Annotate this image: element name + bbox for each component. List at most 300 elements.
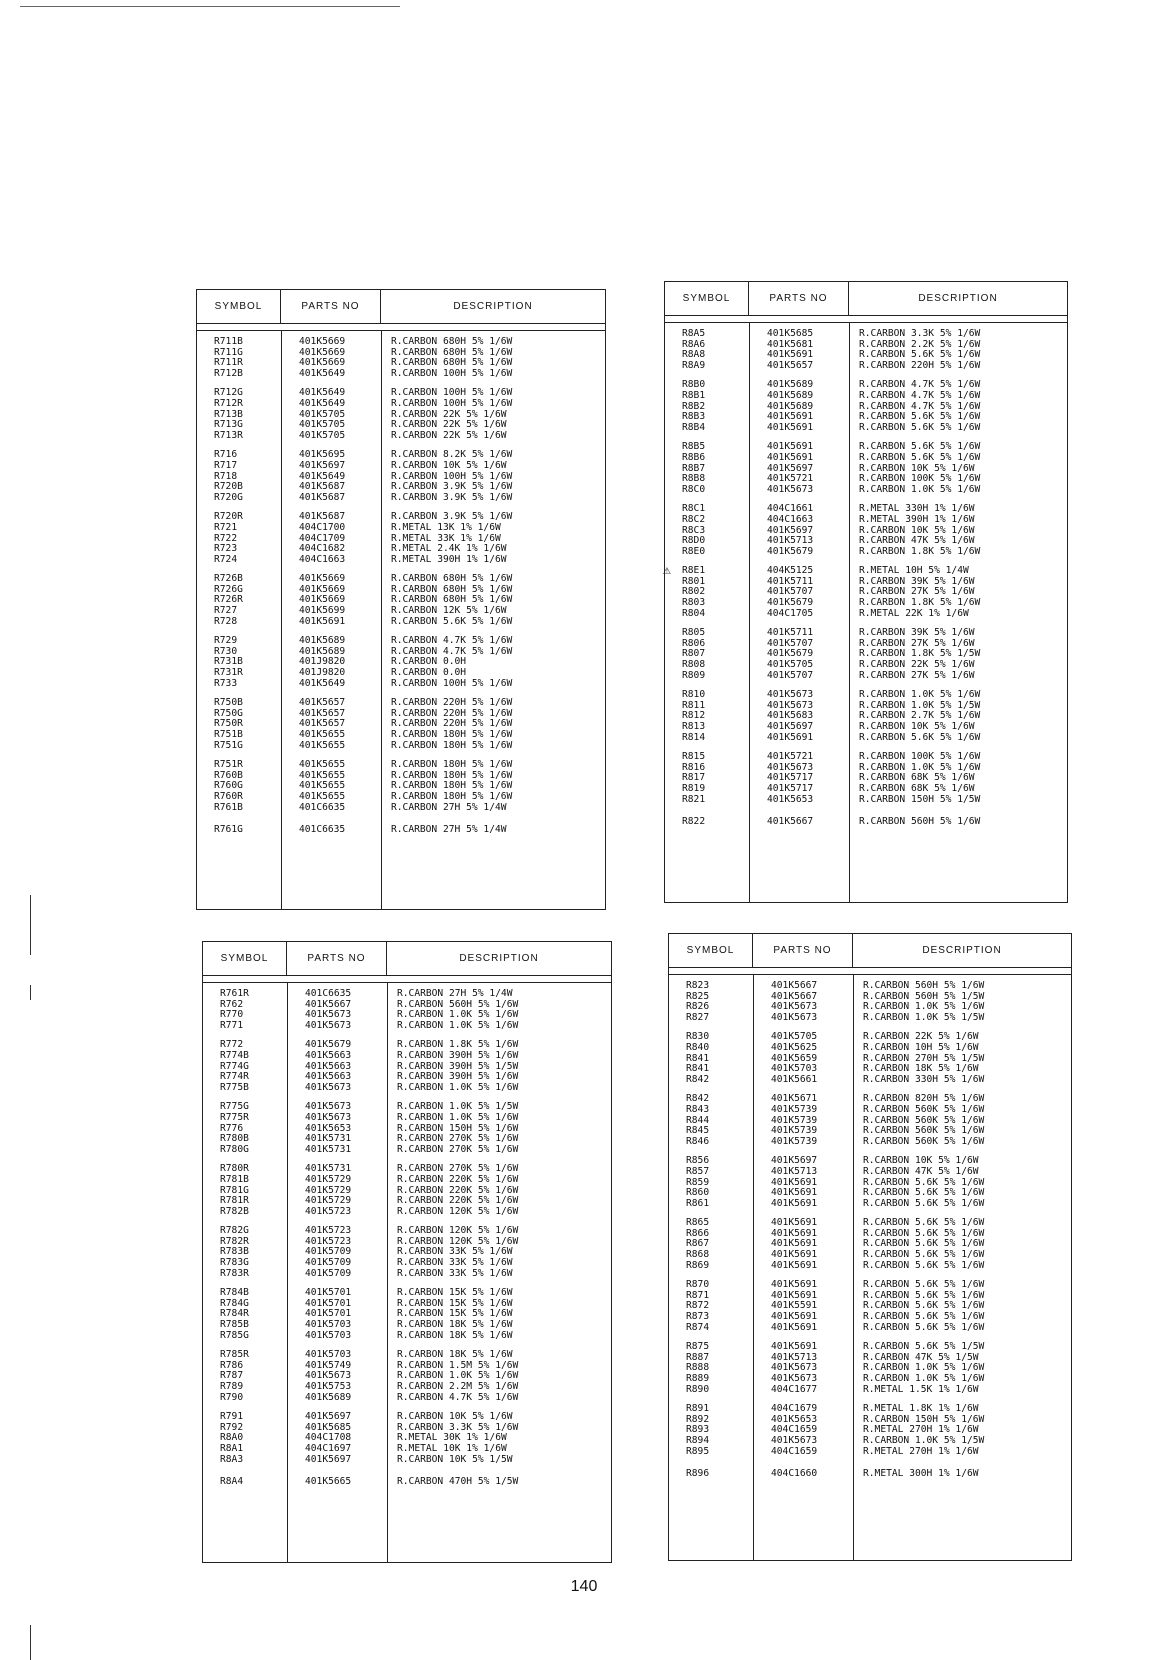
table-header	[665, 282, 1067, 316]
table-row	[665, 784, 1067, 795]
symbol-cell: R892	[686, 1413, 710, 1425]
parts-no-cell: 401K5657	[299, 707, 346, 719]
table-row	[665, 671, 1067, 682]
description-cell: R.CARBON 1.0K 5% 1/6W	[397, 1370, 519, 1382]
row-group	[669, 1218, 1071, 1271]
symbol-cell: R781G	[220, 1184, 249, 1196]
description-cell: R.METAL 33K 1% 1/6W	[391, 532, 501, 544]
table-row	[665, 361, 1067, 372]
symbol-cell: R785G	[220, 1329, 249, 1341]
description-cell: R.CARBON 1.0K 5% 1/5W	[863, 1011, 985, 1023]
description-cell: R.CARBON 220H 5% 1/6W	[391, 718, 513, 730]
row-group	[203, 1350, 611, 1403]
parts-no-cell: 401K5659	[771, 1052, 818, 1064]
parts-no-cell: 401K5663	[305, 1060, 352, 1072]
description-cell: R.CARBON 1.0K 5% 1/6W	[397, 1111, 519, 1123]
description-cell: R.CARBON 27H 5% 1/4W	[391, 801, 507, 813]
parts-no-cell: 401K5669	[299, 357, 346, 369]
description-cell: R.CARBON 22K 5% 1/6W	[863, 1031, 979, 1043]
symbol-cell: R723	[214, 543, 238, 555]
description-cell: R.CARBON 18K 5% 1/6W	[397, 1319, 513, 1331]
description-cell: R.CARBON 15K 5% 1/6W	[397, 1287, 513, 1299]
symbol-cell: R720G	[214, 491, 243, 503]
symbol-cell: R889	[686, 1373, 710, 1384]
parts-no-cell: 401K5669	[299, 573, 346, 585]
description-cell: R.CARBON 27K 5% 1/6W	[859, 669, 975, 681]
parts-no-cell: 401K5655	[299, 739, 346, 751]
symbol-cell: R806	[682, 637, 706, 649]
description-cell: R.CARBON 22K 5% 1/6W	[391, 408, 507, 420]
symbol-cell: R866	[686, 1227, 710, 1239]
parts-no-cell: 401K5673	[305, 1370, 352, 1382]
table-row	[197, 369, 605, 380]
description-cell: R.CARBON 10K 5% 1/6W	[859, 524, 975, 536]
parts-no-cell: 401K5691	[771, 1187, 818, 1199]
row-group	[665, 752, 1067, 805]
parts-no-cell: 401K5685	[305, 1421, 352, 1433]
parts-no-cell: 401K5653	[771, 1413, 818, 1425]
symbol-cell: R8A8	[682, 349, 706, 361]
parts-no-cell: 401K5669	[299, 346, 346, 358]
parts-no-cell: 401K5591	[771, 1300, 818, 1312]
parts-no-cell: 401K5657	[299, 718, 346, 730]
description-cell: R.CARBON 100H 5% 1/6W	[391, 470, 513, 482]
symbol-cell: R840	[686, 1041, 710, 1053]
parts-no-cell: 401K5695	[299, 449, 346, 461]
symbol-cell: R782G	[220, 1225, 249, 1237]
symbol-cell: R810	[682, 689, 706, 701]
description-cell: R.CARBON 1.0K 5% 1/6W	[859, 483, 981, 495]
description-cell: R.CARBON 120K 5% 1/6W	[397, 1225, 519, 1237]
table-row	[669, 1199, 1071, 1210]
table-row	[669, 1469, 1071, 1480]
parts-no-cell: 401K5649	[299, 470, 346, 482]
symbol-cell: R860	[686, 1187, 710, 1199]
symbol-cell: R780B	[220, 1133, 249, 1145]
parts-no-cell: 404K5125	[767, 565, 814, 577]
symbol-cell: R819	[682, 782, 706, 794]
description-cell: R.METAL 270H 1% 1/6W	[863, 1445, 979, 1457]
description-cell: R.CARBON 4.7K 5% 1/6W	[391, 635, 513, 647]
symbol-cell: R760B	[214, 769, 243, 781]
parts-no-cell: 401K5673	[767, 761, 814, 773]
parts-no-cell: 401K5697	[767, 462, 814, 474]
table-row	[665, 485, 1067, 496]
parts-no-cell: 401K5723	[305, 1235, 352, 1247]
parts-no-cell: 401K5697	[305, 1453, 352, 1465]
description-cell: R.CARBON 120K 5% 1/6W	[397, 1235, 519, 1247]
description-cell: R.CARBON 820H 5% 1/6W	[863, 1093, 985, 1105]
symbol-cell: R830	[686, 1031, 710, 1043]
symbol-cell: R859	[686, 1176, 710, 1188]
symbol-cell: R8A9	[682, 359, 706, 371]
parts-table	[202, 941, 612, 1563]
symbol-cell: R822	[682, 816, 706, 828]
symbol-cell: R791	[220, 1411, 244, 1423]
symbol-cell: R826	[686, 1001, 710, 1013]
table-row	[203, 1269, 611, 1280]
parts-no-cell: 401K5683	[767, 710, 814, 722]
row-group	[197, 512, 605, 565]
description-cell: R.METAL 1.8K 1% 1/6W	[863, 1403, 979, 1415]
parts-no-cell: 401K5669	[299, 583, 346, 595]
parts-no-cell: 401K5663	[305, 1071, 352, 1083]
parts-no-cell: 401K5703	[305, 1319, 352, 1331]
row-group	[669, 1342, 1071, 1395]
description-cell: R.CARBON 220K 5% 1/6W	[397, 1184, 519, 1196]
description-cell: R.METAL 390H 1% 1/6W	[391, 553, 507, 565]
symbol-cell: R895	[686, 1445, 710, 1457]
description-cell: R.CARBON 3.9K 5% 1/6W	[391, 491, 513, 503]
row-group	[197, 636, 605, 689]
description-cell: R.CARBON 5.6K 5% 1/6W	[863, 1227, 985, 1239]
description-cell: R.CARBON 560H 5% 1/6W	[863, 980, 985, 991]
symbol-cell: R8B5	[682, 441, 706, 453]
symbol-cell: R751R	[214, 759, 243, 771]
parts-no-cell: 401K5749	[305, 1359, 352, 1371]
symbol-cell: R8E1 ⚠	[663, 563, 706, 579]
parts-no-cell: 404C1677	[771, 1383, 818, 1395]
table-row	[197, 803, 605, 814]
parts-no-cell: 401K5653	[305, 1122, 352, 1134]
description-cell: R.CARBON 5.6K 5% 1/6W	[859, 441, 981, 453]
safety-warning-icon: ⚠	[663, 563, 671, 579]
symbol-cell: R713R	[214, 429, 243, 441]
description-cell: R.CARBON 5.6K 5% 1/6W	[863, 1311, 985, 1323]
parts-no-cell: 401K5697	[767, 524, 814, 536]
symbol-header: SYMBOL	[669, 934, 753, 967]
symbol-cell: R775R	[220, 1111, 249, 1123]
symbol-cell: R771	[220, 1019, 244, 1031]
symbol-cell: R760G	[214, 780, 243, 792]
description-cell: R.CARBON 180H 5% 1/6W	[391, 769, 513, 781]
parts-no-cell: 401K5691	[771, 1227, 818, 1239]
description-cell: R.METAL 10K 1% 1/6W	[397, 1442, 507, 1454]
symbol-cell: R865	[686, 1217, 710, 1229]
description-cell: R.CARBON 100K 5% 1/6W	[859, 473, 981, 485]
parts-table	[668, 933, 1072, 1561]
description-cell: R.CARBON 22K 5% 1/6W	[391, 419, 507, 431]
symbol-cell: R844	[686, 1114, 710, 1126]
row-group	[665, 380, 1067, 433]
symbol-cell: R825	[686, 990, 710, 1002]
table-row	[203, 1477, 611, 1488]
symbol-cell: R784G	[220, 1297, 249, 1309]
parts-no-cell: 401K5653	[767, 793, 814, 805]
parts-no-cell: 401K5739	[771, 1125, 818, 1137]
table-row	[203, 1455, 611, 1466]
parts-no-cell: 401K5721	[767, 473, 814, 485]
symbol-cell: R750R	[214, 718, 243, 730]
symbol-cell: R867	[686, 1238, 710, 1250]
description-cell: R.CARBON 1.8K 5% 1/6W	[859, 545, 981, 557]
description-cell: R.CARBON 5.6K 5% 1/6W	[863, 1176, 985, 1188]
symbol-cell: R845	[686, 1125, 710, 1137]
description-cell: R.CARBON 180H 5% 1/6W	[391, 780, 513, 792]
row-group	[669, 1156, 1071, 1209]
parts-no-cell: 401K5731	[305, 1163, 352, 1175]
table-row	[203, 1083, 611, 1094]
description-cell: R.CARBON 1.0K 5% 1/5W	[859, 699, 981, 711]
symbol-cell: R712G	[214, 387, 243, 399]
row-group	[669, 1094, 1071, 1147]
row-group	[203, 1040, 611, 1093]
description-cell: R.CARBON 10K 5% 1/6W	[859, 462, 975, 474]
parts-no-cell: 401K5721	[767, 751, 814, 763]
description-cell: R.CARBON 270K 5% 1/6W	[397, 1163, 519, 1175]
symbol-cell: R760R	[214, 790, 243, 802]
symbol-cell: R874	[686, 1321, 710, 1333]
description-cell: R.CARBON 5.6K 5% 1/6W	[863, 1321, 985, 1333]
margin-mark	[30, 1625, 31, 1660]
symbol-cell: R875	[686, 1341, 710, 1353]
description-cell: R.CARBON 100K 5% 1/6W	[859, 751, 981, 763]
symbol-cell: R789	[220, 1381, 244, 1392]
description-cell: R.CARBON 270H 5% 1/5W	[863, 1052, 985, 1064]
symbol-cell: R783R	[220, 1267, 249, 1279]
parts-no-cell: 401K5689	[299, 645, 346, 657]
description-cell: R.CARBON 180H 5% 1/6W	[391, 759, 513, 771]
description-cell: R.CARBON 2.2M 5% 1/6W	[397, 1381, 519, 1392]
parts-no-cell: 401K5731	[305, 1133, 352, 1145]
top-scan-rule	[20, 6, 400, 7]
description-cell: R.CARBON 560H 5% 1/5W	[863, 990, 985, 1002]
symbol-cell: R805	[682, 627, 706, 639]
parts-no-cell: 401K5691	[771, 1259, 818, 1271]
table-row	[669, 1374, 1071, 1385]
parts-no-cell: 401K5673	[771, 1011, 818, 1023]
description-cell: R.CARBON 47K 5% 1/6W	[859, 535, 975, 547]
table-row	[197, 523, 605, 534]
parts-no-cell: 401K5709	[305, 1257, 352, 1269]
description-cell: R.CARBON 220K 5% 1/6W	[397, 1195, 519, 1207]
symbol-cell: R726B	[214, 573, 243, 585]
table-row	[669, 981, 1071, 992]
table-row	[203, 1051, 611, 1062]
description-cell: R.CARBON 100H 5% 1/6W	[391, 397, 513, 409]
table-row	[197, 741, 605, 752]
parts-no-cell: 401K5625	[771, 1041, 818, 1053]
description-cell: R.CARBON 220K 5% 1/6W	[397, 1173, 519, 1185]
description-cell: R.CARBON 470H 5% 1/5W	[397, 1476, 519, 1488]
parts-no-cell: 401K5691	[767, 421, 814, 433]
symbol-cell: R896	[686, 1468, 710, 1480]
parts-no-cell: 401K5687	[299, 491, 346, 503]
description-cell: R.CARBON 4.7K 5% 1/6W	[391, 645, 513, 657]
parts-no-cell: 401K5691	[771, 1321, 818, 1333]
symbol-cell: R774R	[220, 1071, 249, 1083]
description-cell: R.CARBON 330H 5% 1/6W	[863, 1073, 985, 1085]
description-cell: R.CARBON 1.0K 5% 1/5W	[863, 1434, 985, 1446]
description-cell: R.CARBON 47K 5% 1/5W	[863, 1351, 979, 1363]
symbol-cell: R827	[686, 1011, 710, 1023]
description-cell: R.CARBON 5.6K 5% 1/6W	[859, 421, 981, 433]
parts-no-cell: 401K5707	[767, 637, 814, 649]
symbol-cell: R823	[686, 980, 710, 991]
symbol-cell: R720R	[214, 511, 243, 523]
description-cell: R.CARBON 680H 5% 1/6W	[391, 573, 513, 585]
parts-no-cell: 401K5691	[771, 1238, 818, 1250]
description-cell: R.CARBON 680H 5% 1/6W	[391, 346, 513, 358]
parts-no-cell: 401K5655	[299, 790, 346, 802]
table-header	[197, 290, 605, 324]
description-cell: R.CARBON 5.6K 5% 1/6W	[863, 1300, 985, 1312]
description-cell: R.CARBON 5.6K 5% 1/6W	[863, 1249, 985, 1261]
parts-no-cell: 401K5655	[299, 769, 346, 781]
parts-no-header: PARTS NO	[287, 942, 387, 975]
parts-no-cell: 401K5703	[771, 1063, 818, 1075]
table-row	[669, 1105, 1071, 1116]
description-cell: R.CARBON 5.6K 5% 1/6W	[391, 615, 513, 627]
parts-no-cell: 401K5667	[767, 816, 814, 828]
symbol-cell: R775B	[220, 1081, 249, 1093]
description-cell: R.CARBON 180H 5% 1/6W	[391, 790, 513, 802]
parts-no-cell: 401K5701	[305, 1287, 352, 1299]
symbol-cell: R761R	[220, 988, 249, 999]
description-cell: R.CARBON 1.5M 5% 1/6W	[397, 1359, 519, 1371]
symbol-cell: R841	[686, 1052, 710, 1064]
symbol-cell: R821	[682, 793, 706, 805]
parts-no-cell: 401K5689	[767, 389, 814, 401]
row-group	[669, 1404, 1071, 1457]
parts-no-cell: 401K5689	[767, 400, 814, 412]
description-cell: R.CARBON 4.7K 5% 1/6W	[859, 400, 981, 412]
description-cell: R.CARBON 560K 5% 1/6W	[863, 1114, 985, 1126]
parts-no-cell: 401K5669	[299, 594, 346, 606]
symbol-cell: R784R	[220, 1308, 249, 1320]
row-group	[203, 1288, 611, 1341]
symbol-cell: R870	[686, 1279, 710, 1291]
description-cell: R.CARBON 680H 5% 1/6W	[391, 336, 513, 347]
parts-no-cell: 401K5663	[305, 1049, 352, 1061]
row-group	[197, 574, 605, 627]
parts-no-cell: 401K5691	[767, 349, 814, 361]
parts-no-cell: 401K5673	[305, 1081, 352, 1093]
parts-no-cell: 401C6635	[299, 824, 346, 836]
symbol-cell: R804	[682, 607, 706, 619]
parts-no-cell: 401K5649	[299, 397, 346, 409]
parts-no-header: PARTS NO	[753, 934, 853, 967]
description-cell: R.CARBON 33K 5% 1/6W	[397, 1257, 513, 1269]
row-group	[665, 329, 1067, 371]
table-body	[669, 974, 1071, 1560]
parts-table	[196, 289, 606, 910]
description-cell: R.METAL 22K 1% 1/6W	[859, 607, 969, 619]
row-group	[669, 1280, 1071, 1333]
symbol-cell: R711R	[214, 357, 243, 369]
description-cell: R.CARBON 10K 5% 1/5W	[397, 1453, 513, 1465]
symbol-cell: R728	[214, 615, 238, 627]
parts-no-cell: 401K5723	[305, 1205, 352, 1217]
parts-no-cell: 401K5701	[305, 1297, 352, 1309]
parts-no-cell: 401K5673	[771, 1001, 818, 1013]
symbol-cell: R8B7	[682, 462, 706, 474]
description-cell: R.CARBON 560K 5% 1/6W	[863, 1125, 985, 1137]
description-cell: R.CARBON 3.9K 5% 1/6W	[391, 481, 513, 493]
description-cell: R.CARBON 1.0K 5% 1/6W	[863, 1373, 985, 1384]
description-cell: R.CARBON 180H 5% 1/6W	[391, 729, 513, 740]
symbol-cell: R731B	[214, 656, 243, 668]
parts-no-cell: 401K5649	[299, 387, 346, 399]
row-group	[669, 1032, 1071, 1085]
table-row	[665, 453, 1067, 464]
symbol-cell: R713B	[214, 408, 243, 420]
parts-no-cell: 401K5703	[305, 1329, 352, 1341]
parts-no-cell: 401K5705	[771, 1031, 818, 1043]
description-cell: R.CARBON 5.6K 5% 1/6W	[859, 731, 981, 743]
row-group	[203, 1164, 611, 1217]
parts-no-cell: 401C6635	[299, 801, 346, 813]
symbol-cell: R722	[214, 532, 238, 544]
description-cell: R.CARBON 10K 5% 1/6W	[863, 1155, 979, 1167]
description-cell: R.CARBON 33K 5% 1/6W	[397, 1246, 513, 1258]
parts-no-cell: 401K5713	[771, 1351, 818, 1363]
description-cell: R.CARBON 2.7K 5% 1/6W	[859, 710, 981, 722]
symbol-cell: R770	[220, 1009, 244, 1021]
table-row	[197, 493, 605, 504]
parts-no-cell: 401K5673	[305, 1009, 352, 1021]
parts-no-cell: 401C6635	[305, 988, 352, 999]
description-cell: R.CARBON 560H 5% 1/6W	[397, 998, 519, 1010]
symbol-cell: R772	[220, 1039, 244, 1051]
parts-no-cell: 401K5655	[299, 780, 346, 792]
table-row	[669, 1013, 1071, 1024]
row-group	[665, 690, 1067, 743]
description-cell: R.CARBON 10K 5% 1/6W	[391, 459, 507, 471]
parts-no-cell: 401K5697	[771, 1155, 818, 1167]
symbol-cell: R8A4	[220, 1476, 244, 1488]
description-cell: R.CARBON 12K 5% 1/6W	[391, 605, 507, 617]
parts-no-cell: 401K5711	[767, 627, 814, 639]
symbol-cell: R8B2	[682, 400, 706, 412]
symbol-cell: R871	[686, 1289, 710, 1301]
table-row	[197, 337, 605, 348]
table-row	[197, 792, 605, 803]
symbol-cell: R856	[686, 1155, 710, 1167]
description-cell: R.METAL 13K 1% 1/6W	[391, 521, 501, 533]
description-cell: R.CARBON 15K 5% 1/6W	[397, 1297, 513, 1309]
description-cell: R.CARBON 150H 5% 1/5W	[859, 793, 981, 805]
symbol-cell: R8B1	[682, 389, 706, 401]
parts-no-cell: 401K5711	[767, 575, 814, 587]
parts-no-cell: 401K5691	[771, 1176, 818, 1188]
row-group	[203, 989, 611, 1031]
description-cell: R.CARBON 390H 5% 1/5W	[397, 1060, 519, 1072]
parts-no-cell: 401K5703	[305, 1349, 352, 1361]
description-cell: R.CARBON 4.7K 5% 1/6W	[859, 389, 981, 401]
parts-no-cell: 401K5691	[767, 731, 814, 743]
symbol-cell: R8D0	[682, 535, 706, 547]
symbol-cell: R8A1	[220, 1442, 244, 1454]
description-cell: R.CARBON 5.6K 5% 1/6W	[859, 411, 981, 423]
description-cell: R.CARBON 100H 5% 1/6W	[391, 367, 513, 379]
symbol-cell: R761B	[214, 801, 243, 813]
parts-no-cell: 401K5665	[305, 1476, 352, 1488]
description-cell: R.CARBON 3.9K 5% 1/6W	[391, 511, 513, 523]
parts-no-header: PARTS NO	[281, 290, 381, 323]
description-cell: R.CARBON 180H 5% 1/6W	[391, 739, 513, 751]
description-cell: R.CARBON 10H 5% 1/6W	[863, 1041, 979, 1053]
description-cell: R.CARBON 270K 5% 1/6W	[397, 1143, 519, 1155]
description-cell: R.CARBON 33K 5% 1/6W	[397, 1267, 513, 1279]
parts-no-cell: 404C1660	[771, 1468, 818, 1480]
symbol-cell: R712R	[214, 397, 243, 409]
parts-no-cell: 404C1705	[767, 607, 814, 619]
description-cell: R.CARBON 560K 5% 1/6W	[863, 1135, 985, 1147]
symbol-cell: R784B	[220, 1287, 249, 1299]
description-cell: R.CARBON 18K 5% 1/6W	[397, 1349, 513, 1361]
row-group	[203, 1412, 611, 1465]
